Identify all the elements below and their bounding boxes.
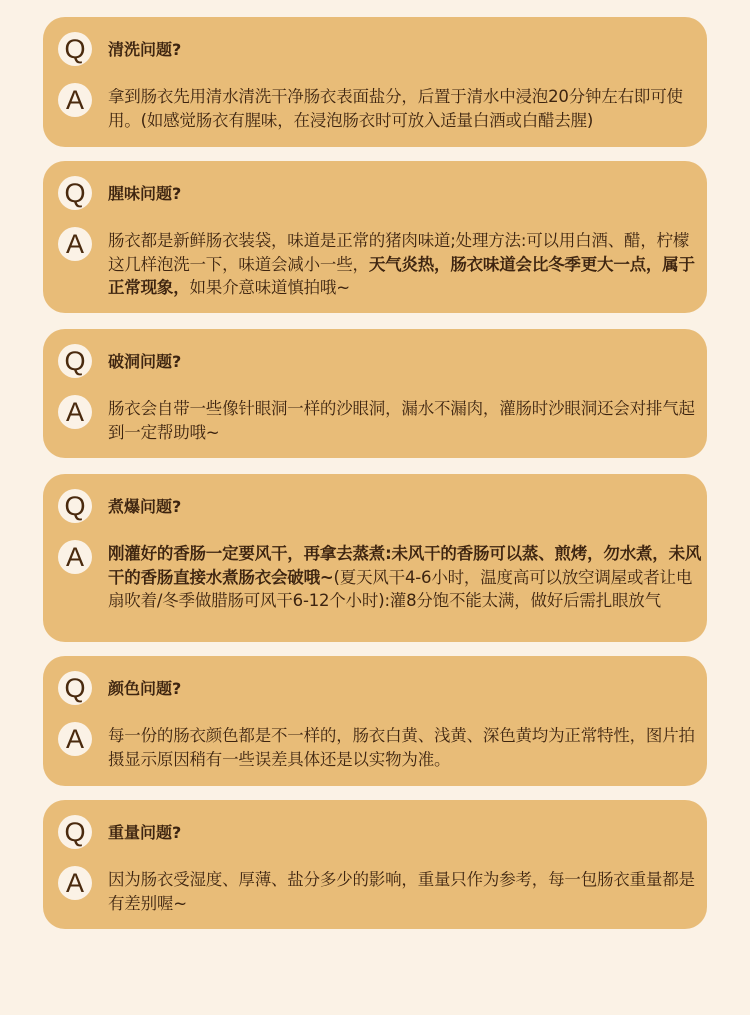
question-badge-icon: Q (58, 176, 92, 210)
answer-badge-icon: A (58, 540, 92, 574)
question-badge-icon: Q (58, 671, 92, 705)
faq-card-odor (43, 161, 707, 313)
answer-text (108, 85, 704, 132)
answer-part-bold: 天气炎热，肠衣味道会比冬季更大一点，属于正常现象， (108, 254, 695, 297)
answer-part: (夏天风干4-6小时，温度高可以放空调屋或者让电扇吹着/冬季做腊肠可风干6-12个小时):灌8分饱不能太满，做好后需扎眼放气 (108, 567, 693, 610)
answer-part: 拿到肠衣先用清水清洗干净肠衣表面盐分，后置于清水中浸泡20分钟左右即可使用。(如感觉肠衣有腥味，在浸泡肠衣时可放入适量白酒或白醋去腥) (108, 87, 683, 130)
question-title: 颜色问题? (108, 679, 182, 698)
faq-card-color (43, 656, 707, 786)
answer-text (108, 868, 704, 915)
question-badge-icon: Q (58, 32, 92, 66)
question-badge-icon: Q (58, 815, 92, 849)
question-title: 重量问题? (108, 823, 182, 842)
answer-part: 如果介意味道慎拍哦~ (189, 278, 350, 297)
answer-part: 肠衣都是新鲜肠衣装袋，味道是正常的猪肉味道;处理方法:可以用白酒、醋，柠檬这几样泡洗一下，味道会减小一些， (108, 231, 690, 274)
answer-part-bold: 刚灌好的香肠一定要风干，再拿去蒸煮:未风干的香肠可以蒸、煎烤，勿水煮，未风干的香肠直接水煮肠衣会破哦~ (108, 544, 702, 587)
answer-badge-icon: A (58, 866, 92, 900)
answer-text (108, 397, 704, 444)
question-badge-icon: Q (58, 344, 92, 378)
question-title: 清洗问题? (108, 40, 182, 59)
faq-card-weight (43, 800, 707, 929)
question-title: 腥味问题? (108, 184, 182, 203)
question-badge-icon: Q (58, 489, 92, 523)
answer-text (108, 229, 704, 300)
answer-badge-icon: A (58, 83, 92, 117)
question-title: 破洞问题? (108, 352, 182, 371)
faq-card-holes (43, 329, 707, 458)
answer-badge-icon: A (58, 395, 92, 429)
faq-card-cleaning (43, 17, 707, 147)
answer-part: 因为肠衣受湿度、厚薄、盐分多少的影响，重量只作为参考，每一包肠衣重量都是有差别喔~ (108, 870, 695, 913)
answer-text (108, 724, 704, 771)
answer-text (108, 542, 704, 613)
answer-badge-icon: A (58, 227, 92, 261)
question-title: 煮爆问题? (108, 497, 182, 516)
answer-part: 肠衣会自带一些像针眼洞一样的沙眼洞，漏水不漏肉，灌肠时沙眼洞还会对排气起到一定帮助哦~ (108, 399, 695, 442)
answer-part: 每一份的肠衣颜色都是不一样的，肠衣白黄、浅黄、深色黄均为正常特性，图片拍摄显示原因稍有一些误差具体还是以实物为准。 (108, 726, 695, 769)
answer-badge-icon: A (58, 722, 92, 756)
faq-card-bursting (43, 474, 707, 642)
